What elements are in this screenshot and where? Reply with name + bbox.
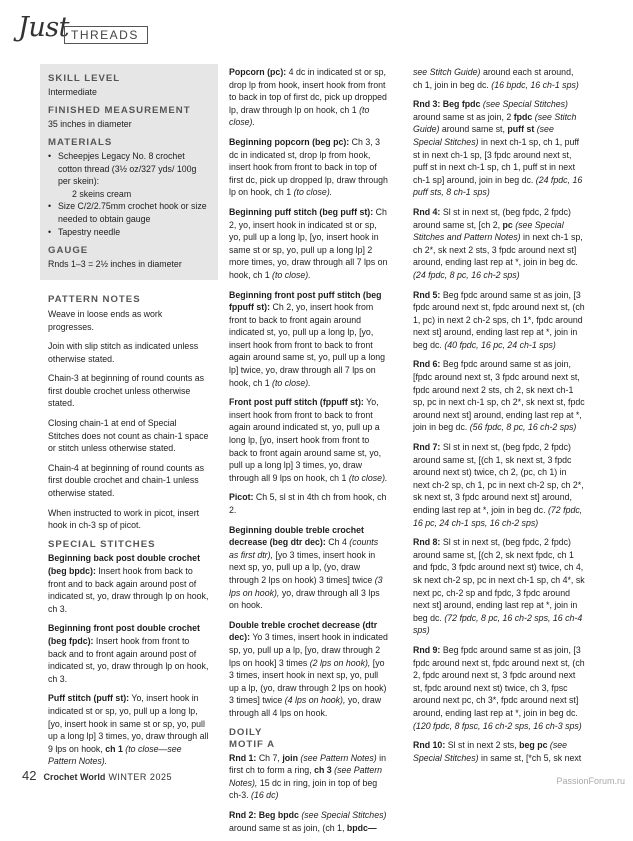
motif-heading: MOTIF A xyxy=(229,739,276,751)
header-script: Just xyxy=(18,12,69,43)
section-header xyxy=(10,12,140,50)
note: Join with slip stitch as indicated unless otherwise stated. xyxy=(48,341,199,364)
doily-heading: DOILY xyxy=(229,726,263,738)
material-item: • Tapestry needle xyxy=(48,226,210,239)
note: Closing chain-1 at end of Special Stitches does not count as chain-1 space or stitch unless otherwise stated. xyxy=(48,418,209,454)
column-2 xyxy=(229,66,389,841)
gauge-heading: GAUGE xyxy=(48,245,89,257)
round-instruction: Rnd 9: Beg fpdc around same st as join, [3 fpdc around next st, fpdc around next st, (ch 2, fpdc around next st, 3 fpdc around next st, fpdc around next st) twice, ch 3, fpsc around next pc, ch 3*, fpdc around next st] around, ending last rep at *, join in beg dc. (120 fpdc, 8 fpsc, 16 ch-2 sps, 16 ch-3 sps) xyxy=(413,644,585,731)
stitch-def: Picot: Ch 5, sl st in 4th ch from hook, ch 2. xyxy=(229,492,387,515)
info-box xyxy=(40,64,218,280)
round-instruction: Rnd 7: Sl st in next st, (beg fpdc, 2 fpdc) around same st, [(ch 1, sk next st, 3 fpdc around next st) twice, ch 2, (pc, ch 1) in next ch-2 sp, ch 1, pc in next ch-2 sp, ch 2*, sk next st, 3 fpdc around next st] around, ending last rep at *, join in beg dc. (72 fpdc, 16 pc, 24 ch-1 sps, 16 ch-2 sps) xyxy=(413,442,584,528)
pattern-notes xyxy=(48,294,210,768)
round-instruction: Rnd 10: Sl st in next 2 sts, beg pc (see Special Stitches) in same st, [*ch 5, sk next xyxy=(413,740,582,763)
header-box: THREADS xyxy=(64,26,148,44)
measurement-heading: FINISHED MEASUREMENT xyxy=(48,105,191,117)
measurement: 35 inches in diameter xyxy=(48,118,132,129)
round-instruction: Rnd 2: Beg bpdc (see Special Stitches) around same st as join, (ch 1, bpdc— xyxy=(229,810,387,833)
stitch-def: Beginning popcorn (beg pc): Ch 3, 3 dc in indicated st, drop lp from hook, insert hook from front to back in top of first dc, pick up dropped lp, draw through lp on hook, ch 1 (to close). xyxy=(229,136,388,198)
round-instruction: Rnd 6: Beg fpdc around same st as join, [fpdc around next st, 3 fpdc around next st, fpdc around next 2 sts, ch 2, sk next ch-1 sp, pc in next ch-1 sp, ch 2*, sk next st, fpdc around next st] around, ending last rep at *, join in beg dc. (56 fpdc, 8 pc, 16 ch-2 sps) xyxy=(413,359,585,433)
notes-heading: PATTERN NOTES xyxy=(48,294,141,306)
material-item: • Scheepjes Legacy No. 8 crochet cotton thread (3½ oz/327 yds/ 100g per skein): 2 skeins cream xyxy=(48,150,210,200)
stitch-def: Beginning front post double crochet (beg fpdc): Insert hook from front to back and to front again around post of indicated st, yo, draw through lp on hook, ch 3. xyxy=(48,623,209,684)
stitch-def: Puff stitch (puff st): Yo, insert hook in indicated st or sp, yo, pull up a long lp, [yo, insert hook in same st or sp, yo, pull up a long lp] 3 times, yo, draw through all 9 lps on hook, ch 1 (to close—see Pattern Notes). xyxy=(48,693,209,767)
skill-level: Intermediate xyxy=(48,86,97,97)
magazine-name: Crochet World xyxy=(43,772,106,782)
note: When instructed to work in picot, insert hook in ch-3 sp of picot. xyxy=(48,507,200,531)
round-instruction: Rnd 4: Sl st in next st, (beg fpdc, 2 fpdc) around same st, [ch 2, pc (see Special Stitches and Pattern Notes) in next ch-1 sp, ch 2*, sk next 2 sts, 3 fpdc around next st] around, ending last rep at *, join in beg dc. (24 fpdc, 8 pc, 16 ch-2 sps) xyxy=(413,206,583,280)
stitch-def: Double treble crochet decrease (dtr dec): Yo 3 times, insert hook in indicated sp, yo, pull up a lp, [yo, draw through 2 lps on hook] 3 times (2 lps on hook), [yo 3 times, insert hook in next sp, yo, pull up a lp, (yo, draw through 2 lps on hook) 3 times] twice (4 lps on hook), yo, draw through all 4 lps on hook. xyxy=(229,619,388,718)
column-1 xyxy=(48,64,210,775)
page-footer xyxy=(22,768,172,783)
round-instruction: Rnd 3: Beg fpdc (see Special Stitches) around same st as join, 2 fpdc (see Stitch Guide) around same st, puff st (see Special Stitches) in next ch-1 sp, ch 1, puff st in next ch-1 sp, [3 fpdc around next st, puff st in next ch-1 sp, ch 1, puff st in next ch-1 sp] around, join in beg dc. (24 fpdc, 16 puff sts, 8 ch-1 sps) xyxy=(413,99,583,198)
page-number: 42 xyxy=(22,768,37,783)
skill-heading: SKILL LEVEL xyxy=(48,73,121,84)
stitch-def: Popcorn (pc): 4 dc in indicated st or sp, drop lp from hook, insert hook from front to back in top of first dc, pick up dropped lp, draw through lp on hook, ch 1 (to close). xyxy=(229,67,387,128)
materials-heading: MATERIALS xyxy=(48,137,113,149)
special-stitches-heading: SPECIAL STITCHES xyxy=(48,538,156,550)
note: Chain-4 at beginning of round counts as first double crochet and chain-1 unless otherwise stated. xyxy=(48,462,205,499)
material-item: • Size C/2/2.75mm crochet hook or size needed to obtain gauge xyxy=(48,200,210,225)
round-instruction: Rnd 5: Beg fpdc around same st as join, [3 fpdc around next st, fpdc around next st, (ch 1, pc) in next 2 ch-2 sps, ch 1*, fpdc around next st] around, ending last rep at *, join in beg dc. (40 fpdc, 16 pc, 24 ch-1 sps) xyxy=(413,289,585,350)
stitch-def: Beginning double treble crochet decrease (beg dtr dec): Ch 4 (counts as first dtr), [yo 3 times, insert hook in next sp, yo, pull up a lp, (yo, draw through 2 lps on hook) 3 times] twice (3 lps on hook), yo, draw through all 3 lps on hook. xyxy=(229,524,383,611)
watermark: PassionForum.ru xyxy=(556,776,625,786)
stitch-def: Beginning back post double crochet (beg bpdc): Insert hook from back to front and to back again around post of indicated st, yo, draw through lp on hook, ch 3. xyxy=(48,553,209,614)
round-instruction: see Stitch Guide) around each st around, ch 1, join in beg dc. (16 bpdc, 16 ch-1 sps) xyxy=(413,67,579,90)
round-instruction: Rnd 1: Ch 7, join (see Pattern Notes) in first ch to form a ring, ch 3 (see Pattern Notes), 15 dc in ring, join in top of beg ch-3. (16 dc) xyxy=(229,752,386,801)
gauge: Rnds 1–3 = 2½ inches in diameter xyxy=(48,258,182,269)
round-instruction: Rnd 8: Sl st in next st, (beg fpdc, 2 fpdc) around same st, [(ch 2, sk next fpdc, ch 1 and fpdc, 3 fpdc around next st) twice, ch 4, sk next ch-2 sp, pc in next ch-1 sp, ch 4*, sk next pc, ch-2 sp and fpdc, 3 fpdc around next st] around, ending last rep at *, join in beg dc. (72 fpdc, 8 pc, 16 ch-2 sps, 16 ch-4 sps) xyxy=(413,537,585,636)
stitch-def: Beginning puff stitch (beg puff st): Ch 2, yo, insert hook in indicated st or sp, yo, pull up a long lp, [yo, insert hook in same st or sp, yo, pull up a long lp] 2 more times, yo, draw through all 7 lps on hook, ch 1 (to close). xyxy=(229,206,388,280)
issue: WINTER 2025 xyxy=(108,772,172,782)
stitch-def: Front post puff stitch (fppuff st): Yo, insert hook from front to back to front again around indicated st, yo, pull up a long lp, [yo, insert hook from front to back to front again around same st, yo, pull up a long lp] 3 times, yo, draw through all 9 lps on hook, ch 1 (to close). xyxy=(229,397,388,483)
note: Weave in loose ends as work progresses. xyxy=(48,308,163,332)
note: Chain-3 at beginning of round counts as first double crochet unless otherwise stated. xyxy=(48,373,205,409)
materials-list xyxy=(48,150,210,238)
stitch-def: Beginning front post puff stitch (beg fppuff st): Ch 2, yo, insert hook from front to back to front again around indicated st, yo, pull up a long lp, [yo, insert hook from front to back to front again around same st, yo, pull up a long lp] twice, yo, draw through all 7 lps on hook, ch 1 (to close). xyxy=(229,289,386,388)
column-3 xyxy=(413,66,585,771)
